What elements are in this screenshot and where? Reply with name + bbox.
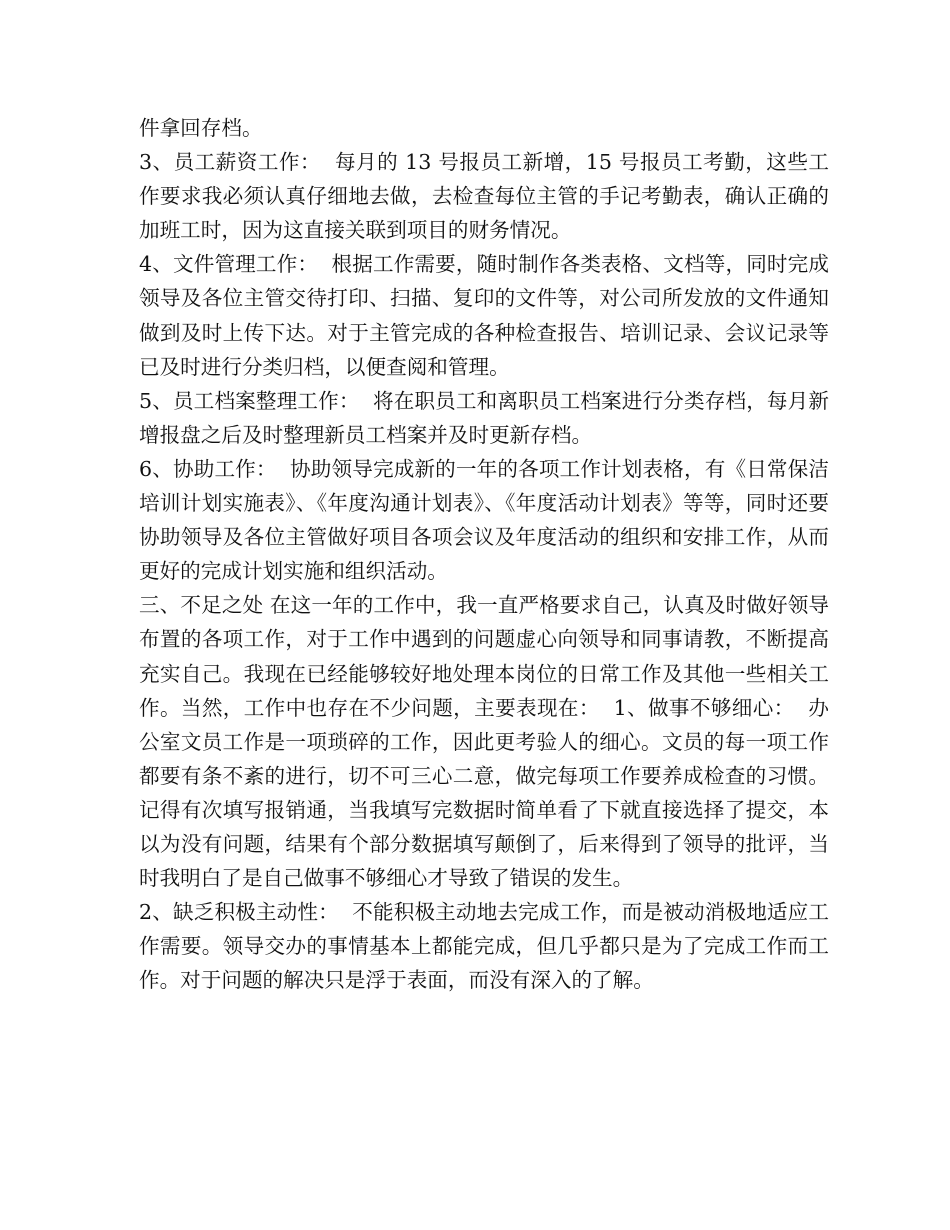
paragraph-text: 在这一年的工作中，我一直严格要求自己，认真及时做好领导布置的各项工作，对于工作中遇到的问题虚心向领导和同事请教，不断提高充实自己。我现在已经能够较好地处理本岗位的日常工作及其他一些相关工作。当然，工作中也存在不少问题，主要表现在： 1、做事不够细心： 办公室文员工作是一项琐碎的工作，因此更考验人的细心。文员的每一项工作都要有条不紊的进行，切不可三心二意，做完每项工作要养成检查的习惯。记得有次填写报销通，当我填写完数据时简单看了下就直接选择了提交，本以为没有问题，结果有个部分数据填写颠倒了，后来得到了领导的批评，当时我明白了是自己做事不够细心才导致了错误的发生。: [139, 593, 829, 891]
paragraph-text: 每月的 13 号报员工新增，15 号报员工考勤，这些工作要求我必须认真仔细地去做，去检查每位主管的手记考勤表，确认正确的加班工时，因为这直接关联到项目的财务情况。: [139, 150, 829, 243]
paragraph-lack-of-initiative: [139, 895, 829, 997]
paragraph-text: 协助领导完成新的一年的各项工作计划表格，有《日常保洁培训计划实施表》、《年度沟通计划表》、《年度活动计划表》等等，同时还要协助领导及各位主管做好项目各项会议及年度活动的组织和安排工作，从而更好的完成计划实施和组织活动。: [139, 456, 829, 584]
section-heading: 2、缺乏积极主动性：: [139, 900, 339, 925]
paragraph-shortcomings: [139, 588, 829, 895]
section-heading: 4、文件管理工作：: [139, 252, 319, 277]
paragraph-salary-work: [139, 145, 829, 247]
section-heading: 三、不足之处: [139, 593, 264, 618]
document-body: [139, 111, 829, 997]
paragraph-text: 不能积极主动地去完成工作，而是被动消极地适应工作需要。领导交办的事情基本上都能完成，但几乎都只是为了完成工作而工作。对于问题的解决只是浮于表面，而没有深入的了解。: [139, 900, 829, 993]
paragraph-employee-records: [139, 384, 829, 452]
paragraph-file-management: [139, 247, 829, 383]
paragraph-text: 将在职员工和离职员工档案进行分类存档，每月新增报盘之后及时整理新员工档案并及时更新存档。: [139, 388, 829, 447]
paragraph-text: 根据工作需要，随时制作各类表格、文档等，同时完成领导及各位主管交待打印、扫描、复印的文件等，对公司所发放的文件通知做到及时上传下达。对于主管完成的各种检查报告、培训记录、会议记录等已及时进行分类归档，以便查阅和管理。: [139, 252, 829, 379]
paragraph-text: 件拿回存档。: [139, 116, 263, 140]
paragraph-archive-continuation: [139, 111, 829, 145]
paragraph-assistance-work: [139, 452, 829, 588]
section-heading: 5、员工档案整理工作：: [139, 388, 360, 413]
section-heading: 3、员工薪资工作：: [139, 150, 321, 175]
section-heading: 6、协助工作：: [139, 456, 277, 481]
